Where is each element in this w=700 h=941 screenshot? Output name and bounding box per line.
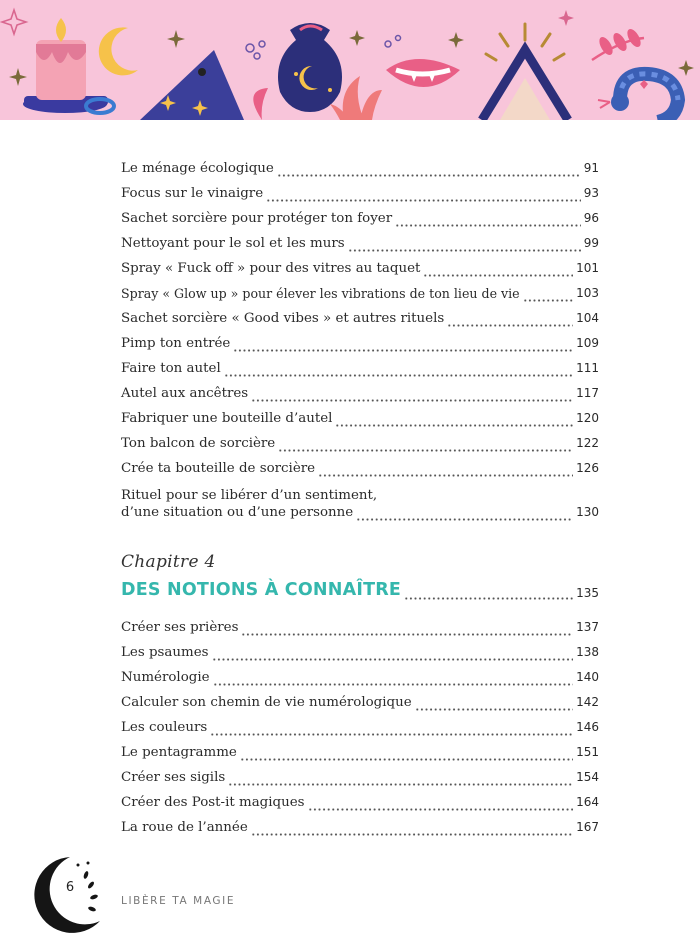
toc-entry-page: 101 — [576, 261, 599, 275]
toc-entry[interactable] — [121, 260, 599, 277]
crescent-moon-icon — [99, 27, 138, 75]
toc-entry[interactable] — [121, 310, 599, 327]
toc-entry-title: Nettoyant pour le sol et les murs — [121, 236, 345, 251]
dot-leader — [251, 390, 573, 402]
toc-entry-title: Spray « Fuck off » pour des vitres au taquet — [121, 261, 421, 276]
star-icon — [678, 60, 694, 76]
chapter-page: 135 — [576, 586, 599, 600]
dot-leader — [356, 509, 573, 521]
toc-entry[interactable] — [121, 744, 599, 761]
toc-entry[interactable] — [121, 794, 599, 811]
toc-entry-page: 91 — [583, 161, 599, 175]
dot-leader — [251, 824, 573, 836]
toc-entry[interactable] — [121, 435, 599, 452]
chapter-title: DES NOTIONS À CONNAÎTRE — [121, 580, 402, 600]
toc-entry-title: Faire ton autel — [121, 361, 221, 376]
toc-entry-page: 122 — [576, 436, 599, 450]
dot-leader — [308, 799, 574, 811]
toc-entry-title: Le ménage écologique — [121, 161, 274, 176]
dot-leader — [233, 340, 573, 352]
star-icon — [167, 30, 185, 48]
toc-entry-title: La roue de l’année — [121, 820, 248, 835]
dot-leader — [240, 749, 573, 761]
toc-entry-title: Spray « Glow up » pour élever les vibrations de ton lieu de vie — [121, 286, 520, 301]
toc-entry[interactable] — [121, 385, 599, 402]
toc-entry-page: 130 — [576, 505, 599, 519]
toc-entry-page: 140 — [576, 670, 599, 684]
toc-entry-page: 104 — [576, 311, 599, 325]
toc-entry-title: Focus sur le vinaigre — [121, 186, 264, 201]
dot-leader — [415, 699, 573, 711]
vampire-lips-icon — [386, 59, 460, 87]
toc-entry-page: 137 — [576, 620, 599, 634]
toc-entry[interactable] — [121, 360, 599, 377]
star-icon — [349, 30, 365, 46]
toc-entry-title-line1: Rituel pour se libérer d’un sentiment, — [121, 488, 378, 503]
dot-leader — [318, 465, 573, 477]
toc-entry-title-line2: d’une situation ou d’une personne — [121, 505, 354, 520]
pouch-icon — [278, 23, 342, 112]
toc-entry[interactable] — [121, 410, 599, 427]
chapter-label: Chapitre 4 — [121, 552, 216, 572]
toc-entry[interactable] — [121, 235, 599, 252]
toc-entry-title: Créer ses prières — [121, 620, 239, 635]
sparkle-icon — [2, 10, 26, 34]
toc-entry-page: 164 — [576, 795, 599, 809]
toc-entry-multiline[interactable] — [121, 487, 599, 521]
toc-entry[interactable] — [121, 644, 599, 661]
page-number: 6 — [65, 880, 75, 895]
toc-entry[interactable] — [121, 210, 599, 227]
toc-entry[interactable] — [121, 769, 599, 786]
leaf-icon — [253, 88, 268, 120]
dot-leader — [212, 649, 574, 661]
toc-entry-page: 142 — [576, 695, 599, 709]
toc-entry-page: 167 — [576, 820, 599, 834]
toc-entry-title: Pimp ton entrée — [121, 336, 231, 351]
triangle-icon — [482, 24, 568, 120]
toc-entry-page: 117 — [576, 386, 599, 400]
toc-entry-title: Créer des Post-it magiques — [121, 795, 305, 810]
toc-entry-title: Numérologie — [121, 670, 210, 685]
dot-leader — [213, 674, 574, 686]
dot-leader — [228, 774, 573, 786]
running-title: LIBÈRE TA MAGIE — [121, 895, 236, 907]
toc-entry-page: 138 — [576, 645, 599, 659]
toc-entry[interactable] — [121, 819, 599, 836]
toc-entry[interactable] — [121, 619, 599, 636]
dot-leader — [241, 624, 573, 636]
dot-leader — [266, 190, 581, 202]
star-icon — [558, 10, 574, 26]
toc-entry-title: Crée ta bouteille de sorcière — [121, 461, 316, 476]
toc-entry-page: 93 — [583, 186, 599, 200]
toc-entry-page: 120 — [576, 411, 599, 425]
toc-entry-title: Calculer son chemin de vie numérologique — [121, 695, 412, 710]
toc-entry-page: 103 — [576, 286, 599, 300]
toc-entry-page: 126 — [576, 461, 599, 475]
dot-leader — [447, 315, 573, 327]
toc-entry-title: Le pentagramme — [121, 745, 237, 760]
candle-icon — [23, 18, 114, 113]
star-icon — [448, 32, 464, 48]
toc-entry-title: Ton balcon de sorcière — [121, 436, 276, 451]
toc-entry-title: Fabriquer une bouteille d’autel — [121, 411, 333, 426]
witchy-illustration — [0, 0, 700, 120]
dot-leader — [423, 265, 573, 277]
toc-entry[interactable] — [121, 694, 599, 711]
toc-entry[interactable] — [121, 285, 599, 302]
toc-entry-title: Créer ses sigils — [121, 770, 226, 785]
dot-leader — [404, 588, 573, 600]
header-banner — [0, 0, 700, 120]
dot-leader — [277, 165, 581, 177]
toc-entry-title: Sachet sorcière « Good vibes » et autres rituels — [121, 311, 445, 326]
witch-hat-icon — [140, 50, 244, 120]
snake-icon — [598, 74, 678, 120]
toc-entry-title: Autel aux ancêtres — [121, 386, 249, 401]
toc-entry[interactable] — [121, 669, 599, 686]
toc-entry[interactable] — [121, 160, 599, 177]
toc-entry-page: 96 — [583, 211, 599, 225]
dot-leader — [224, 365, 573, 377]
branch-icon — [592, 27, 644, 60]
toc-entry[interactable] — [121, 719, 599, 736]
dot-leader — [523, 290, 573, 302]
dot-leader — [395, 215, 581, 227]
dot-leader — [335, 415, 573, 427]
dot-leader — [210, 724, 573, 736]
dot-leader — [348, 240, 581, 252]
toc-entry-page: 111 — [576, 361, 599, 375]
toc-entry-page: 154 — [576, 770, 599, 784]
toc-entry-title: Les psaumes — [121, 645, 209, 660]
star-icon — [9, 68, 27, 86]
toc-entry[interactable] — [121, 185, 599, 202]
toc-entry-page: 151 — [576, 745, 599, 759]
toc-entry-page: 109 — [576, 336, 599, 350]
toc-entry-page: 99 — [583, 236, 599, 250]
dot-leader — [278, 440, 573, 452]
toc-entry-title: Les couleurs — [121, 720, 208, 735]
toc-entry[interactable] — [121, 335, 599, 352]
toc-entry-page: 146 — [576, 720, 599, 734]
toc-entry[interactable] — [121, 460, 599, 477]
chapter-heading[interactable] — [121, 580, 599, 600]
toc-entry-title: Sachet sorcière pour protéger ton foyer — [121, 211, 393, 226]
